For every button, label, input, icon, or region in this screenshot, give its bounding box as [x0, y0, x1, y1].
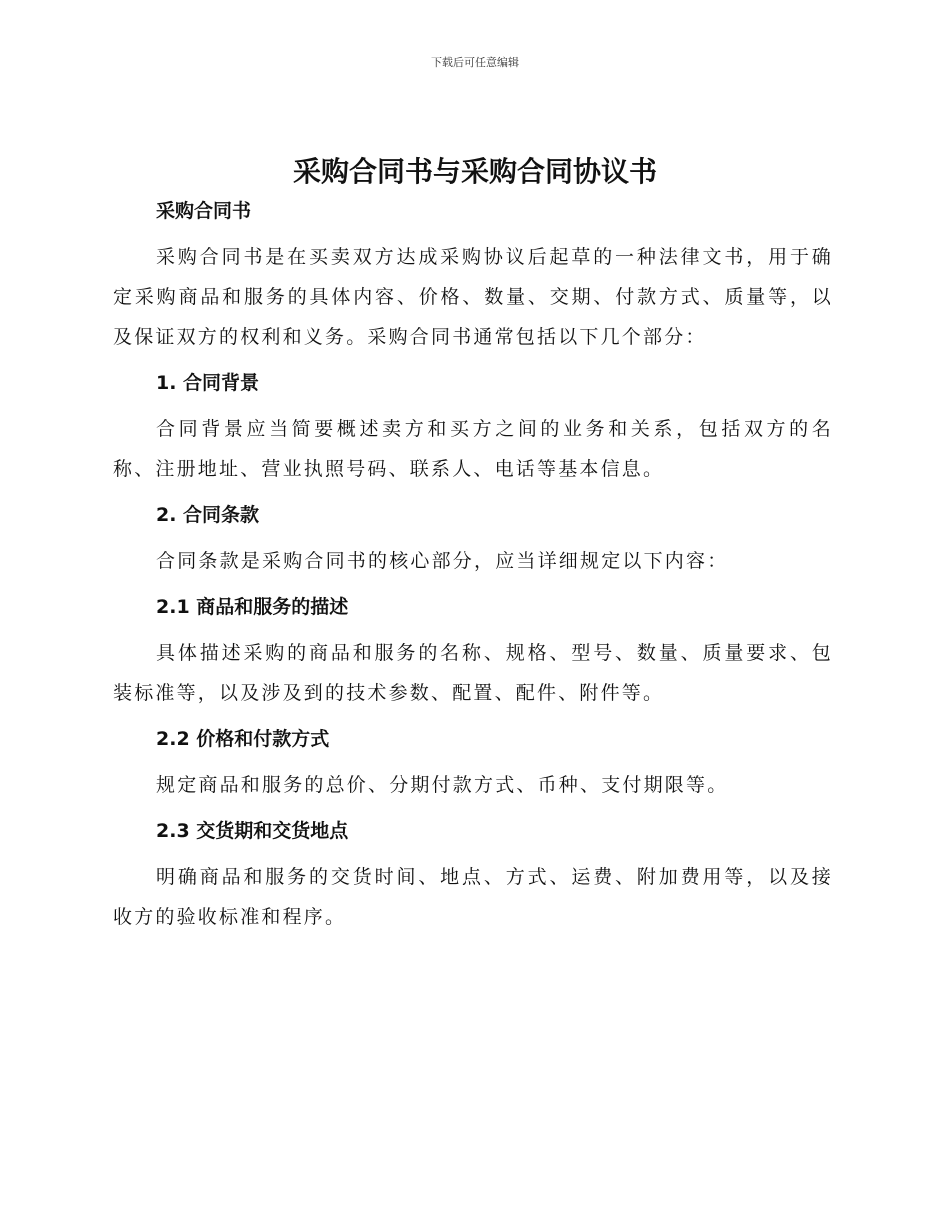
- section-heading: 2.3 交货期和交货地点: [156, 820, 349, 842]
- section-heading: 2.2 价格和付款方式: [156, 728, 330, 750]
- body-paragraph: 明确商品和服务的交货时间、地点、方式、运费、附加费用等，以及接收方的验收标准和程序。: [113, 866, 833, 928]
- section-heading: 采购合同书: [156, 200, 252, 222]
- body-paragraph: 具体描述采购的商品和服务的名称、规格、型号、数量、质量要求、包装标准等，以及涉及到的技术参数、配置、配件、附件等。: [113, 642, 833, 704]
- body-paragraph: 合同背景应当简要概述卖方和买方之间的业务和关系，包括双方的名称、注册地址、营业执照号码、联系人、电话等基本信息。: [113, 418, 833, 480]
- document-body: [113, 193, 833, 937]
- section-heading: 2.1 商品和服务的描述: [156, 596, 349, 618]
- body-paragraph: 合同条款是采购合同书的核心部分，应当详细规定以下内容：: [156, 550, 729, 572]
- section-heading: 1. 合同背景: [156, 372, 260, 394]
- section-heading: 2. 合同条款: [156, 504, 260, 526]
- body-paragraph: 采购合同书是在买卖双方达成采购协议后起草的一种法律文书，用于确定采购商品和服务的具体内容、价格、数量、交期、付款方式、质量等，以及保证双方的权利和义务。采购合同书通常包括以下几个部分：: [113, 246, 833, 348]
- header-note: 下载后可任意编辑: [431, 56, 519, 69]
- document-title: 采购合同书与采购合同协议书: [292, 155, 657, 188]
- body-paragraph: 规定商品和服务的总价、分期付款方式、币种、支付期限等。: [156, 774, 729, 796]
